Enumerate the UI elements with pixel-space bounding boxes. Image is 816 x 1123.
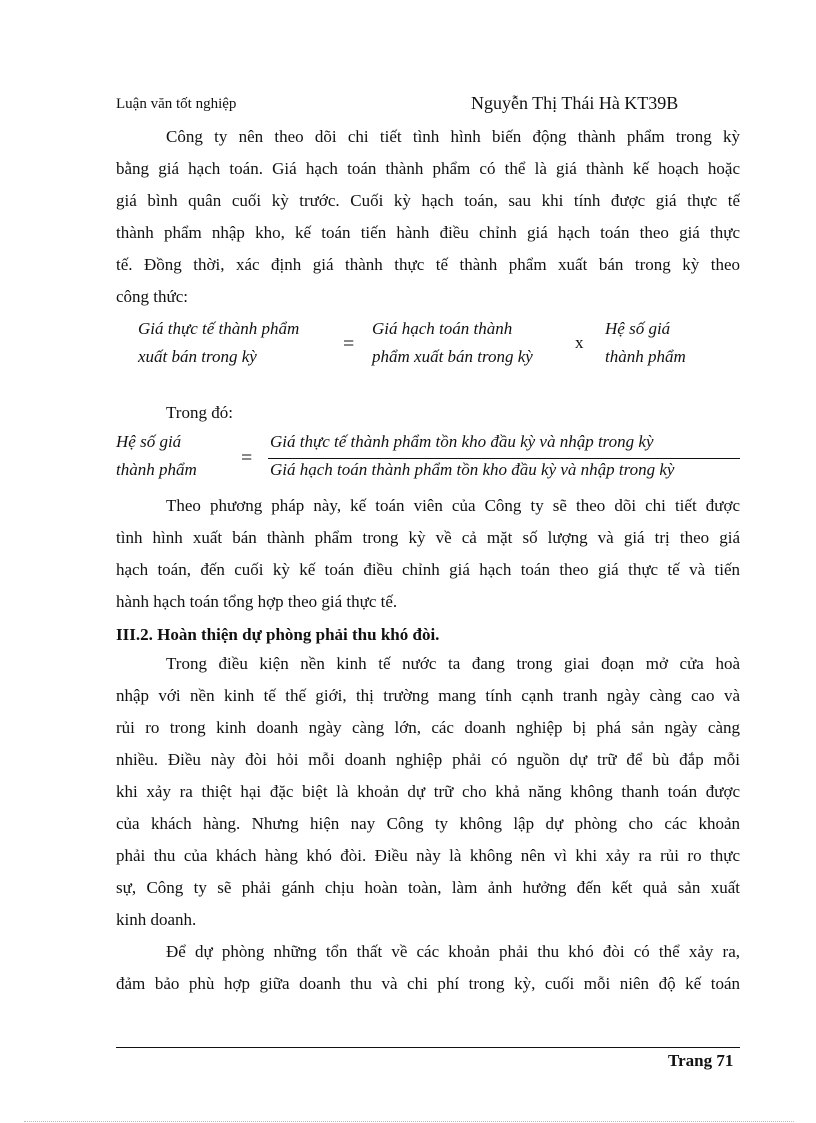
formula1-left-line-2: xuất bán trong kỳ — [138, 347, 257, 366]
formula2-left-line-1: Hệ số giá — [116, 432, 182, 451]
formula1-right-line-1: Hệ số giá — [605, 319, 671, 338]
equals-sign: = — [241, 447, 253, 469]
text-line: Công ty nên theo dõi chi tiết tình hình biến động thành phẩm trong kỳ — [166, 127, 740, 146]
header-document-type: Luận văn tốt nghiệp — [116, 96, 237, 112]
in-which-label — [166, 397, 366, 429]
footer-divider — [116, 1047, 740, 1048]
text-line: của khách hàng. Nhưng hiện nay Công ty không lập dự phòng cho các khoản — [116, 814, 740, 833]
text-line: Theo phương pháp này, kế toán viên của Công ty sẽ theo dõi chi tiết được — [166, 496, 740, 515]
text-line: tế. Đồng thời, xác định giá thành thực tế thành phẩm xuất bán trong kỳ theo — [116, 255, 740, 274]
paragraph-4 — [116, 936, 740, 1000]
text-line: thành phẩm nhập kho, kế toán tiến hành điều chỉnh giá hạch toán theo giá thực — [116, 223, 740, 242]
formula2-left-line-2: thành phẩm — [116, 460, 197, 479]
fraction-bar — [268, 458, 740, 459]
text-line: nhập với nền kinh tế thế giới, thị trường mang tính cạnh tranh ngày càng cao và — [116, 686, 740, 705]
text-line: đảm bảo phù hợp giữa doanh thu và chi phí trong kỳ, cuối mỗi niên độ kế toán — [116, 974, 740, 993]
text-line: công thức: — [116, 287, 189, 306]
header-author: Nguyễn Thị Thái Hà KT39B — [471, 93, 679, 113]
paragraph-2 — [116, 490, 740, 618]
formula1-left-line-1: Giá thực tế thành phẩm — [138, 319, 300, 338]
section-heading: III.2. Hoàn thiện dự phòng phải thu khó đòi. — [116, 625, 440, 644]
text-line: sự, Công ty sẽ phải gánh chịu hoàn toàn, làm ảnh hưởng đến kết quả sản xuất — [116, 878, 740, 897]
text-line: hạch toán, đến cuối kỳ kế toán điều chỉnh giá hạch toán theo giá thực tế và tiến — [116, 560, 740, 579]
text-line: bằng giá hạch toán. Giá hạch toán thành phẩm có thể là giá thành kế hoạch hoặc — [116, 159, 740, 178]
text-line: Để dự phòng những tổn thất về các khoản phải thu khó đòi có thể xảy ra, — [166, 942, 740, 961]
text-line: rủi ro trong kinh doanh ngày càng lớn, các doanh nghiệp bị phá sản ngày càng — [116, 718, 740, 737]
formula2-numerator: Giá thực tế thành phẩm tồn kho đầu kỳ và nhập trong kỳ — [270, 432, 654, 451]
formula2-denominator: Giá hạch toán thành phẩm tồn kho đầu kỳ và nhập trong kỳ — [270, 460, 675, 479]
text-line: kinh doanh. — [116, 910, 197, 929]
text-line: tình hình xuất bán thành phẩm trong kỳ về cả mặt số lượng và giá trị theo giá — [116, 528, 740, 547]
text-line: giá bình quân cuối kỳ trước. Cuối kỳ hạch toán, sau khi tính được giá thực tế — [116, 191, 740, 210]
page-number: Trang 71 — [668, 1051, 734, 1070]
text-line: phải thu của khách hàng khó đòi. Điều này là không nên vì khi xảy ra rủi ro thực — [116, 846, 740, 865]
text-line: Trong đó: — [166, 403, 233, 422]
text-line: khi xảy ra thiệt hại đặc biệt là khoản dự trữ cho khả năng không thanh toán được — [116, 782, 740, 801]
multiply-sign: x — [575, 333, 584, 352]
formula1-middle-line-1: Giá hạch toán thành — [372, 319, 513, 338]
text-line: hành hạch toán tổng hợp theo giá thực tế. — [116, 592, 398, 611]
formula1-middle-line-2: phẩm xuất bán trong kỳ — [372, 347, 533, 366]
paragraph-3 — [116, 648, 740, 936]
paragraph-1 — [116, 121, 740, 313]
equals-sign: = — [343, 333, 355, 355]
page-edge-dotted-line — [24, 1121, 794, 1122]
formula1-right-line-2: thành phẩm — [605, 347, 686, 366]
text-line: nhiều. Điều này đòi hỏi mỗi doanh nghiệp phải có nguồn dự trữ để bù đắp mỗi — [116, 750, 740, 769]
text-line: Trong điều kiện nền kinh tế nước ta đang trong giai đoạn mở cửa hoà — [166, 654, 740, 673]
